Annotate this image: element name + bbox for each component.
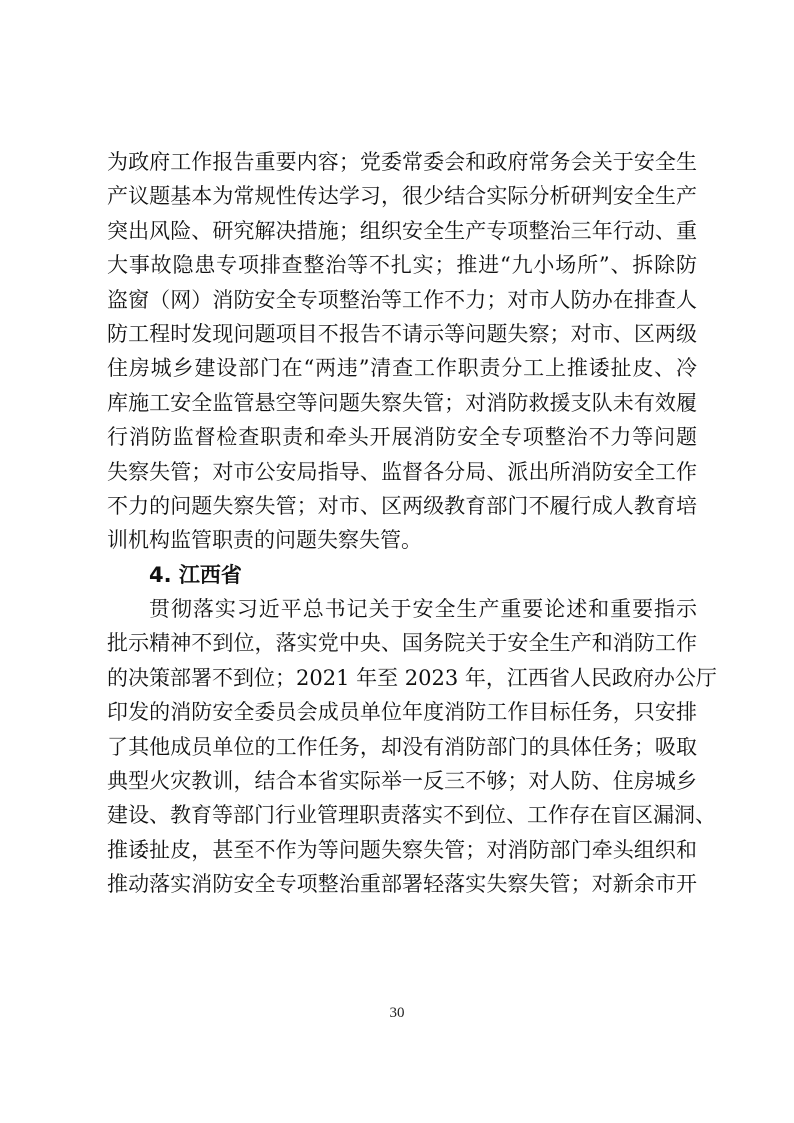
paragraph-2 (107, 592, 717, 902)
text-line: 产议题基本为常规性传达学习，很少结合实际分析研判安全生产 (107, 184, 697, 209)
text-line: 突出风险、研究解决措施；组织安全生产专项整治三年行动、重 (107, 218, 697, 243)
text-line: 推动落实消防安全专项整治重部署轻落实失察失管；对新余市开 (107, 872, 697, 897)
text-line: 批示精神不到位，落实党中央、国务院关于安全生产和消防工作 (107, 631, 697, 656)
text-line: 贯彻落实习近平总书记关于安全生产重要论述和重要指示 (149, 597, 697, 622)
text-line: 的决策部署不到位；2021 年至 2023 年，江西省人民政府办公厅 (107, 665, 717, 690)
text-line: 不力的问题失察失管；对市、区两级教育部门不履行成人教育培 (107, 493, 697, 518)
text-line: 为政府工作报告重要内容；党委常委会和政府常务会关于安全生 (107, 150, 697, 174)
text-line: 印发的消防安全委员会成员单位年度消防工作目标任务，只安排 (107, 700, 697, 725)
text-line: 建设、教育等部门行业管理职责落实不到位、工作存在盲区漏洞、 (107, 803, 716, 828)
text-line: 防工程时发现问题项目不报告不请示等问题失察；对市、区两级 (107, 321, 697, 346)
section-heading: 4. 江西省 (149, 562, 242, 587)
text-line: 大事故隐患专项排查整治等不扎实；推进“九小场所”、拆除防 (107, 253, 697, 278)
text-line: 推诿扯皮，甚至不作为等问题失察失管；对消防部门牵头组织和 (107, 837, 697, 862)
page-number: 30 (389, 1005, 405, 1021)
text-line: 失察失管；对市公安局指导、监督各分局、派出所消防安全工作 (107, 459, 697, 484)
text-line: 典型火灾教训，结合本省实际举一反三不够；对人防、住房城乡 (107, 769, 697, 794)
body-text (107, 145, 717, 902)
paragraph-1 (107, 145, 697, 558)
text-line: 盗窗（网）消防安全专项整治等工作不力；对市人防办在排查人 (107, 287, 697, 312)
text-line: 行消防监督检查职责和牵头开展消防安全专项整治不力等问题 (107, 425, 697, 450)
text-line: 了其他成员单位的工作任务，却没有消防部门的具体任务；吸取 (107, 734, 697, 759)
text-line: 住房城乡建设部门在“两违”清查工作职责分工上推诿扯皮、冷 (107, 356, 697, 381)
text-line: 训机构监管职责的问题失察失管。 (107, 528, 422, 553)
text-line: 库施工安全监管悬空等问题失察失管；对消防救援支队未有效履 (107, 390, 697, 415)
